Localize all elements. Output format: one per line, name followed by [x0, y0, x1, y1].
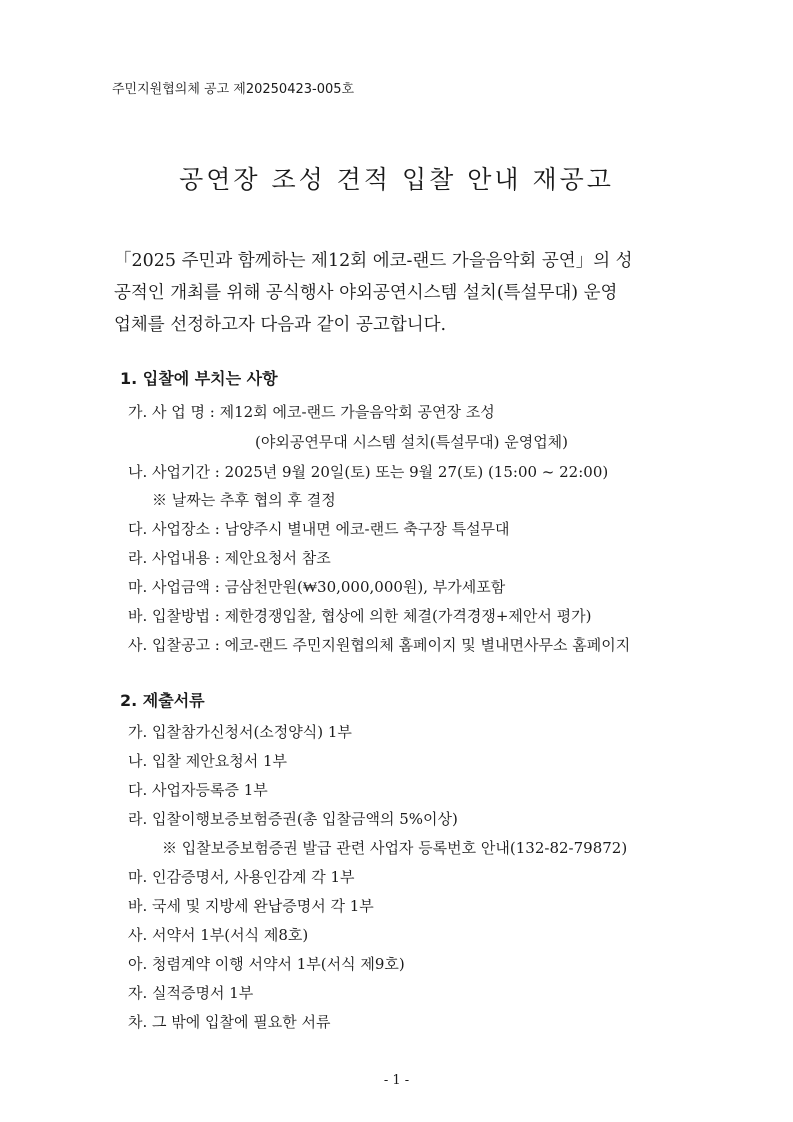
- list-item: 나. 입찰 제안요청서 1부: [128, 752, 288, 770]
- list-item: 마. 사업금액 : 금삼천만원(₩30,000,000원), 부가세포함: [128, 578, 506, 596]
- intro-line: 공적인 개최를 위해 공식행사 야외공연시스템 설치(특설무대) 운영: [114, 283, 618, 303]
- list-item: 사. 입찰공고 : 에코-랜드 주민지원협의체 홈페이지 및 별내면사무소 홈페이지: [128, 636, 631, 654]
- intro-line: 「2025 주민과 함께하는 제12회 에코-랜드 가을음악회 공연」의 성: [114, 251, 633, 271]
- page-title: 공연장 조성 견적 입찰 안내 재공고: [179, 165, 614, 194]
- list-item: 마. 인감증명서, 사용인감계 각 1부: [128, 868, 355, 886]
- list-item: 자. 실적증명서 1부: [128, 984, 254, 1002]
- list-item-note: ※ 입찰보증보험증권 발급 관련 사업자 등록번호 안내(132-82-79872): [162, 839, 628, 857]
- page-number: - 1 -: [383, 1073, 410, 1088]
- intro-line: 업체를 선정하고자 다음과 같이 공고합니다.: [114, 315, 447, 335]
- list-item: 아. 청렴계약 이행 서약서 1부(서식 제9호): [128, 955, 405, 973]
- list-item-continuation: (야외공연무대 시스템 설치(특설무대) 운영업체): [255, 433, 569, 451]
- list-item: 다. 사업자등록증 1부: [128, 781, 268, 799]
- notice-number: 주민지원협의체 공고 제20250423-005호: [112, 82, 355, 97]
- section-heading-documents: 2. 제출서류: [120, 691, 205, 710]
- list-item: 차. 그 밖에 입찰에 필요한 서류: [128, 1013, 331, 1031]
- intro-paragraph: [114, 245, 684, 341]
- list-item: 가. 사 업 명 : 제12회 에코-랜드 가을음악회 공연장 조성: [128, 403, 495, 421]
- list-item: 라. 사업내용 : 제안요청서 참조: [128, 549, 331, 567]
- list-item: 사. 서약서 1부(서식 제8호): [128, 926, 309, 944]
- list-item: 나. 사업기간 : 2025년 9월 20일(토) 또는 9월 27(토) (15:00 ~ 22:00): [128, 463, 609, 481]
- list-item-note: ※ 날짜는 추후 협의 후 결정: [152, 491, 336, 509]
- list-item: 가. 입찰참가신청서(소정양식) 1부: [128, 723, 352, 741]
- list-item: 바. 국세 및 지방세 완납증명서 각 1부: [128, 897, 374, 915]
- list-item: 바. 입찰방법 : 제한경쟁입찰, 협상에 의한 체결(가격경쟁+제안서 평가): [128, 607, 592, 625]
- section-heading-bidding: 1. 입찰에 부치는 사항: [120, 369, 278, 388]
- list-item: 다. 사업장소 : 남양주시 별내면 에코-랜드 축구장 특설무대: [128, 520, 510, 538]
- list-item: 라. 입찰이행보증보험증권(총 입찰금액의 5%이상): [128, 810, 458, 828]
